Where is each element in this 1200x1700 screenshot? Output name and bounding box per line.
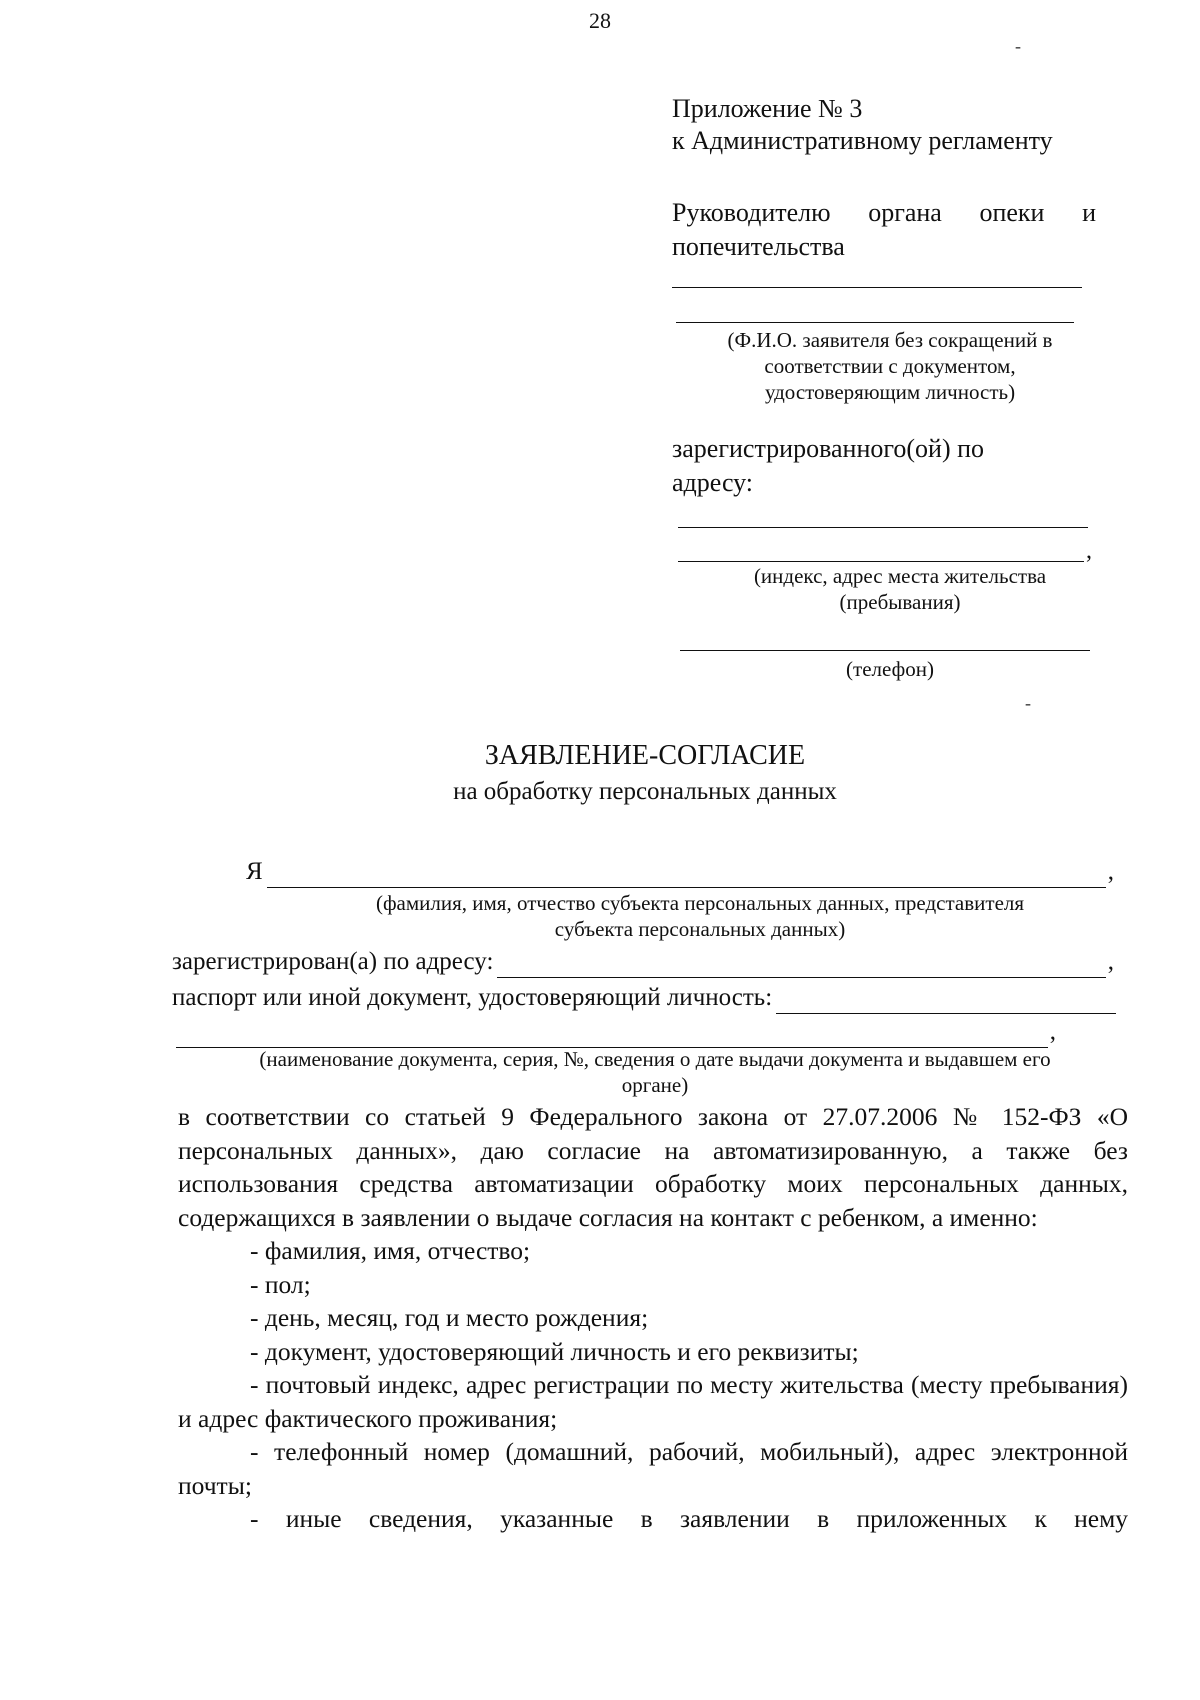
phone-caption: (телефон) xyxy=(846,657,934,681)
addressee-name-line[interactable] xyxy=(672,287,1082,288)
passport-line-2[interactable] xyxy=(176,1025,1048,1048)
comma: , xyxy=(1107,858,1114,885)
fio-caption: (Ф.И.О. заявителя без сокращений в соответствии с документом, удостоверяющим личность) xyxy=(727,328,1053,404)
consent-body xyxy=(178,1100,1128,1536)
appendix-subtitle: к Административному регламенту xyxy=(672,126,1053,155)
phone-line[interactable] xyxy=(680,650,1090,651)
list-item: - день, месяц, год и место рождения; xyxy=(250,1303,649,1332)
applicant-name-line[interactable] xyxy=(676,322,1074,323)
addressee-word: Руководителю xyxy=(672,198,831,227)
i-label: Я xyxy=(246,858,263,885)
document-caption xyxy=(180,1046,1130,1098)
document-title: ЗАЯВЛЕНИЕ-СОГЛАСИЕ xyxy=(484,740,806,771)
subject-caption xyxy=(310,890,1090,942)
addressee-word: и xyxy=(1082,198,1096,227)
subject-name-field[interactable] xyxy=(246,856,1114,888)
address-caption-line-1: (индекс, адрес места жительства xyxy=(753,564,1047,588)
passport-line-1[interactable] xyxy=(776,991,1116,1014)
subject-name-line[interactable] xyxy=(267,865,1106,888)
addressee-word: органа xyxy=(868,198,942,227)
passport-field-continuation[interactable] xyxy=(176,1016,1056,1048)
comma: , xyxy=(1107,948,1114,975)
appendix-title: Приложение № 3 xyxy=(672,94,863,123)
registered-label: зарегистрирован(а) по адресу: xyxy=(172,948,494,975)
address-line-1[interactable] xyxy=(678,527,1088,528)
address-caption xyxy=(700,563,1100,615)
address-line-2[interactable] xyxy=(678,561,1084,562)
page-number: 28 xyxy=(589,8,611,33)
list-item: - почтовый индекс, адрес регистрации по месту жительства (месту пребывания) и адрес фактического проживания; xyxy=(178,1370,1128,1433)
scan-mark: - xyxy=(1025,693,1031,713)
subject-caption-line-2: субъекта персональных данных) xyxy=(554,917,846,941)
list-item: - документ, удостоверяющий личность и его реквизиты; xyxy=(250,1336,859,1366)
registered-line-2: адресу: xyxy=(672,468,754,497)
registered-address-line[interactable] xyxy=(497,955,1105,978)
document-caption-line-1: (наименование документа, серия, №, сведения о дате выдачи документа и выдавшем его xyxy=(259,1047,1051,1071)
document-caption-line-2: органе) xyxy=(621,1073,689,1097)
addressee-line-2: попечительства xyxy=(672,232,845,261)
document-subtitle: на обработку персональных данных xyxy=(453,778,837,805)
list-item: - телефонный номер (домашний, рабочий, мобильный), адрес электронной почты; xyxy=(178,1437,1128,1500)
addressee-line-1 xyxy=(672,196,1096,230)
subject-caption-line-1: (фамилия, имя, отчество субъекта персональных данных, представителя xyxy=(375,891,1025,915)
consent-intro: в соответствии со статьей 9 Федерального закона от 27.07.2006 № 152-ФЗ «О персональных данных», даю согласие на автоматизированную, а также без использования средства автоматизации обработку моих персональных данных, содержащихся в заявлении о выдаче согласия на контакт с ребенком, а именно: xyxy=(178,1102,1128,1232)
addressee-word: опеки xyxy=(979,198,1045,227)
registered-address-field[interactable] xyxy=(172,946,1114,978)
passport-field[interactable] xyxy=(172,982,1116,1014)
registered-line-1: зарегистрированного(ой) по xyxy=(672,434,985,463)
list-item: - иные сведения, указанные в заявлении в приложенных к нему xyxy=(250,1504,1128,1533)
address-comma: , xyxy=(1086,538,1092,564)
passport-label: паспорт или иной документ, удостоверяющий личность: xyxy=(172,984,773,1011)
addressee-block xyxy=(672,196,1096,264)
list-item: - пол; xyxy=(250,1269,311,1299)
address-caption-line-2: (пребывания) xyxy=(839,590,961,614)
scan-mark: - xyxy=(1015,36,1021,56)
appendix-header xyxy=(672,92,1092,158)
comma: , xyxy=(1049,1018,1056,1045)
registered-address-label xyxy=(672,432,1092,500)
list-item: - фамилия, имя, отчество; xyxy=(250,1236,531,1265)
